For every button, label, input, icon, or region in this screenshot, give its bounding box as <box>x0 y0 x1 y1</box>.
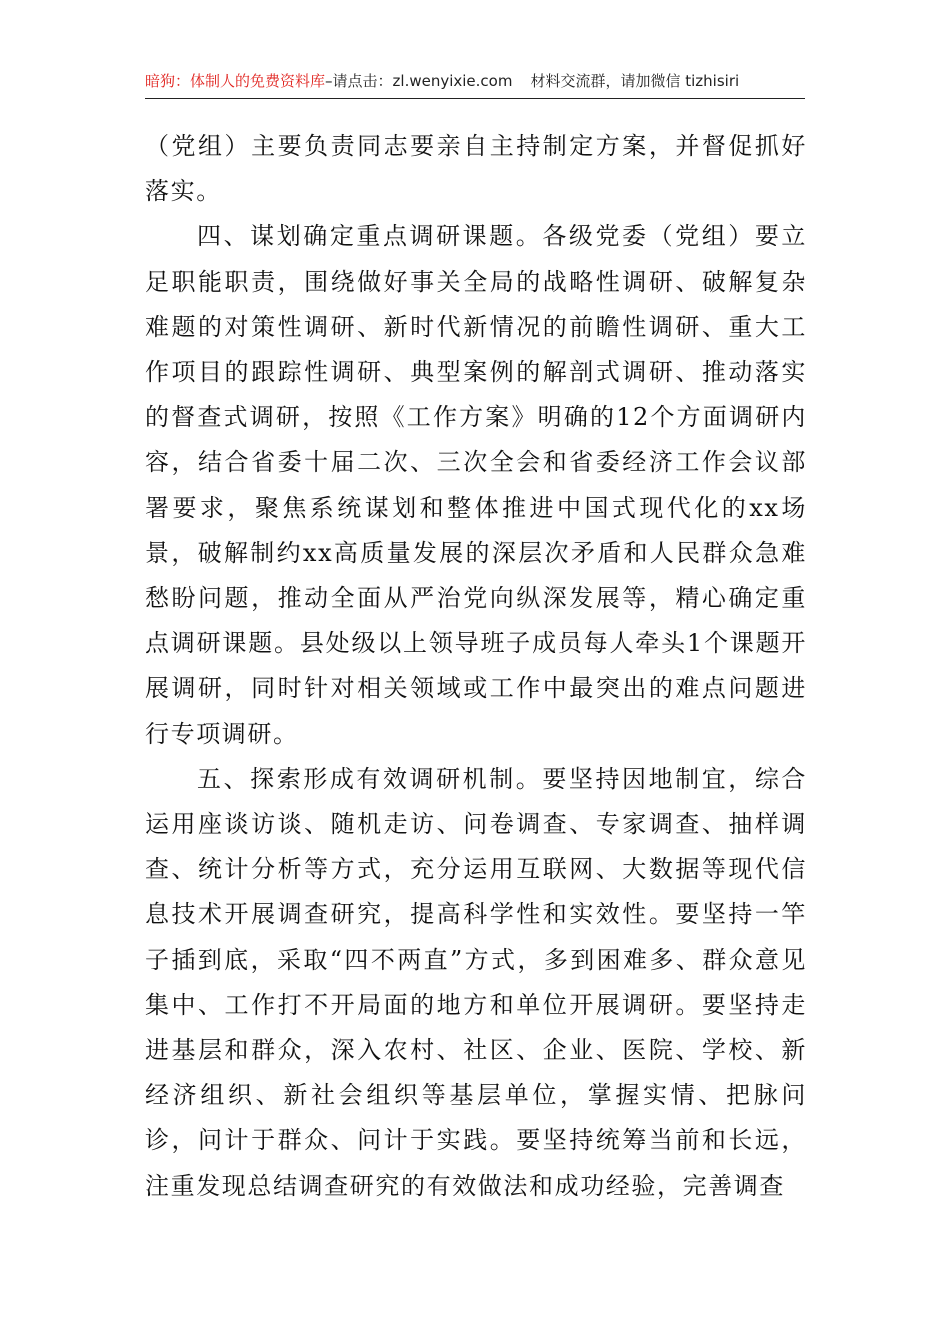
header-click-prompt: –请点击： <box>325 72 393 90</box>
document-body <box>145 124 807 1209</box>
header-url-link[interactable]: zl.wenyixie.com <box>392 72 513 90</box>
page-header <box>145 70 805 99</box>
paragraph-continuation: （党组）主要负责同志要亲自主持制定方案，并督促抓好落实。 <box>145 132 807 206</box>
header-source-label: 暗狗：体制人的免费资料库 <box>145 72 326 90</box>
paragraph-section-five: 五、探索形成有效调研机制。要坚持因地制宜，综合运用座谈访谈、随机走访、问卷调查、专家调查、抽样调查、统计分析等方式，充分运用互联网、大数据等现代信息技术开展调查研究，提高科学性和实效性。要坚持一竿子插到底，采取“四不两直”方式，多到困难多、群众意见集中、工作打不开局面的地方和单位开展调研。要坚持走进基层和群众，深入农村、社区、企业、医院、学校、新经济组织、新社会组织等基层单位，掌握实情、把脉问诊，问计于群众、问计于实践。要坚持统筹当前和长远，注重发现总结调查研究的有效做法和成功经验，完善调查 <box>145 764 807 1200</box>
header-group-note: 材料交流群，请加微信 tizhisiri <box>530 72 740 90</box>
paragraph-section-four: 四、谋划确定重点调研课题。各级党委（党组）要立足职能职责，围绕做好事关全局的战略性调研、破解复杂难题的对策性调研、新时代新情况的前瞻性调研、重大工作项目的跟踪性调研、典型案例的解剖式调研、推动落实的督查式调研，按照《工作方案》明确的12个方面调研内容，结合省委十届二次、三次全会和省委经济工作会议部署要求，聚焦系统谋划和整体推进中国式现代化的xx场景，破解制约xx高质量发展的深层次矛盾和人民群众急难愁盼问题，推动全面从严治党向纵深发展等，精心确定重点调研课题。县处级以上领导班子成员每人牵头1个课题开展调研，同时针对相关领域或工作中最突出的难点问题进行专项调研。 <box>145 222 807 748</box>
